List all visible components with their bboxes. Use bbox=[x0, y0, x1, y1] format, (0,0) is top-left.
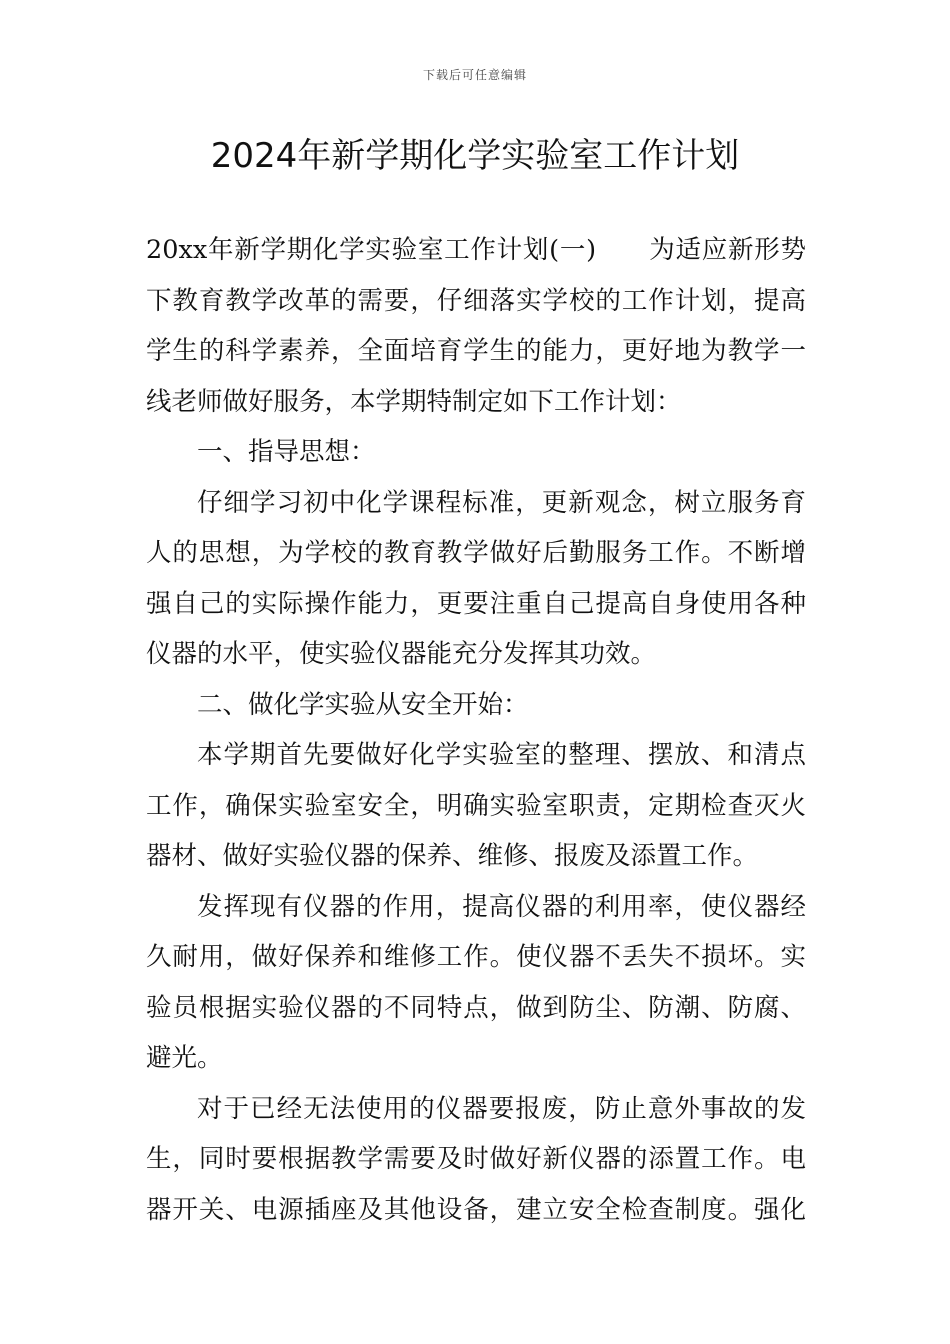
body-line: 工作，确保实验室安全，明确实验室职责，定期检查灭火 bbox=[146, 790, 806, 821]
body-line: 久耐用，做好保养和维修工作。使仪器不丢失不损坏。实 bbox=[146, 942, 806, 972]
body-line: 器开关、电源插座及其他设备，建立安全检查制度。强化 bbox=[146, 1194, 806, 1225]
page-title: 2024年新学期化学实验室工作计划 bbox=[210, 136, 740, 176]
body-line: 20xx年新学期化学实验室工作计划(一) 为适应新形势 bbox=[146, 235, 806, 265]
body-line: 学生的科学素养，全面培育学生的能力，更好地为教学一 bbox=[146, 336, 806, 366]
body-line: 一、指导思想： bbox=[197, 437, 376, 467]
body-line: 仔细学习初中化学课程标准，更新观念，树立服务育 bbox=[197, 487, 806, 518]
body-line: 器材、做好实验仪器的保养、维修、报废及添置工作。 bbox=[146, 841, 759, 871]
body-line: 下教育教学改革的需要，仔细落实学校的工作计划，提高 bbox=[146, 285, 806, 316]
body-line: 本学期首先要做好化学实验室的整理、摆放、和清点 bbox=[197, 740, 806, 770]
body-line: 对于已经无法使用的仪器要报废，防止意外事故的发 bbox=[197, 1093, 806, 1124]
body-text bbox=[146, 228, 806, 1238]
body-line: 避光。 bbox=[146, 1043, 223, 1073]
header-note: 下载后可任意编辑 bbox=[422, 68, 527, 82]
body-line: 验员根据实验仪器的不同特点，做到防尘、防潮、防腐、 bbox=[146, 992, 806, 1023]
body-line: 线老师做好服务，本学期特制定如下工作计划： bbox=[146, 386, 682, 417]
body-line: 发挥现有仪器的作用，提高仪器的利用率，使仪器经 bbox=[197, 891, 806, 922]
body-line: 强自己的实际操作能力，更要注重自己提高自身使用各种 bbox=[146, 588, 806, 619]
body-line: 二、做化学实验从安全开始： bbox=[197, 689, 529, 720]
body-line: 人的思想，为学校的教育教学做好后勤服务工作。不断增 bbox=[146, 538, 806, 568]
body-line: 生，同时要根据教学需要及时做好新仪器的添置工作。电 bbox=[146, 1144, 806, 1174]
body-line: 仪器的水平，使实验仪器能充分发挥其功效。 bbox=[146, 639, 657, 669]
